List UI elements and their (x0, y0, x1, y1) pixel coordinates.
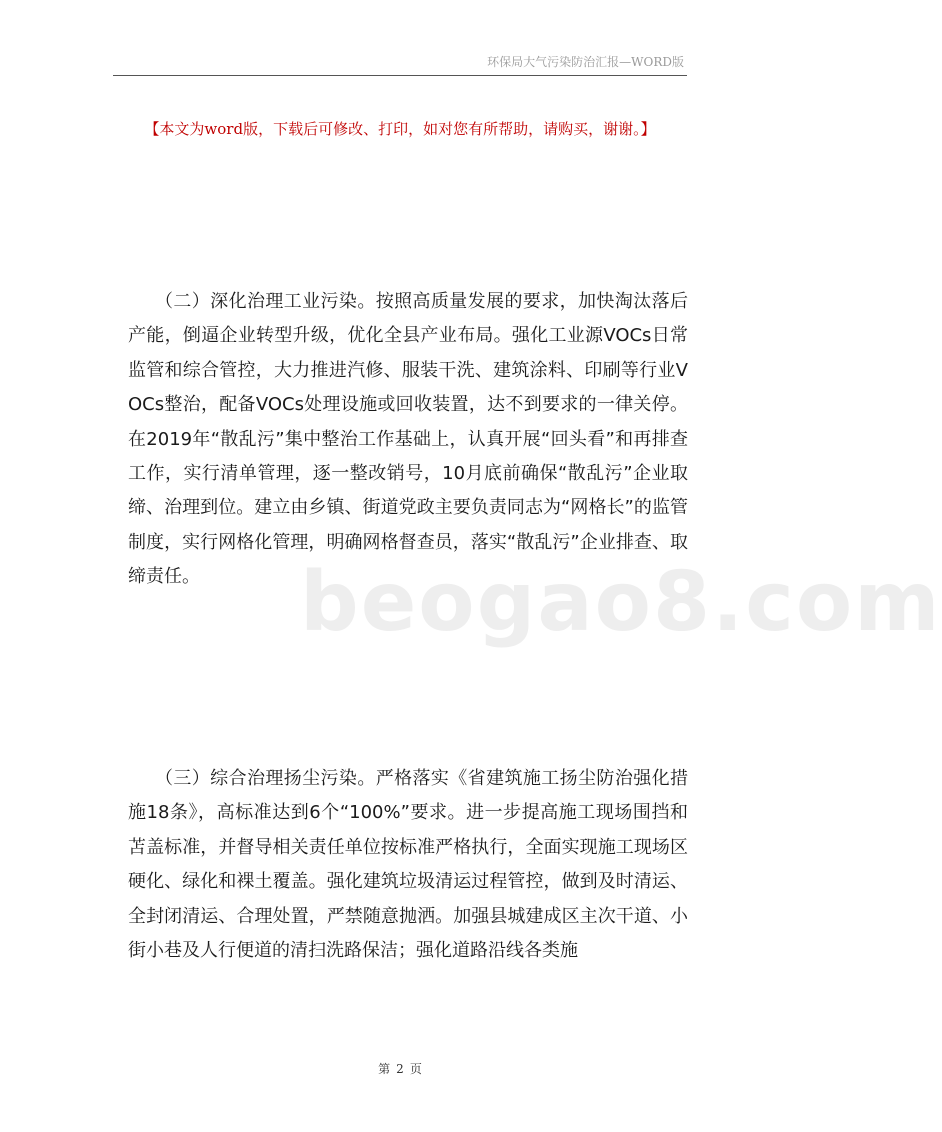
download-notice: 【本文为word版，下载后可修改、打印，如对您有所帮助，请购买，谢谢。】 (144, 120, 656, 138)
page-number-suffix: 页 (409, 1062, 422, 1076)
site-watermark: beogao8.com (300, 555, 942, 650)
page-number-value: 2 (396, 1062, 404, 1076)
body-paragraph-dust-pollution: （三）综合治理扬尘污染。严格落实《省建筑施工扬尘防治强化措施18条》，高标准达到6个“100%”要求。进一步提高施工现场围挡和苫盖标准，并督导相关责任单位按标准严格执行，全面实现施工现场区硬化、绿化和裸土覆盖。强化建筑垃圾清运过程管控，做到及时清运、全封闭清运、合理处置，严禁随意抛洒。加强县城建成区主次干道、小街小巷及人行便道的清扫洗路保洁；强化道路沿线各类施 (128, 768, 688, 962)
document-header-title: 环保局大气污染防治汇报—WORD版 (487, 55, 684, 69)
body-paragraph-industrial-pollution: （二）深化治理工业污染。按照高质量发展的要求，加快淘汰落后产能，倒逼企业转型升级，优化全县产业布局。强化工业源VOCs日常监管和综合管控，大力推进汽修、服装干洗、建筑涂料、印刷等行业VOCs整治，配备VOCs处理设施或回收装置，达不到要求的一律关停。在2019年“散乱污”集中整治工作基础上，认真开展“回头看”和再排查工作，实行清单管理，逐一整改销号，10月底前确保“散乱污”企业取缔、治理到位。建立由乡镇、街道党政主要负责同志为“网格长”的监管制度，实行网格化管理，明确网格督查员，落实“散乱污”企业排查、取缔责任。 (128, 291, 688, 588)
header-divider (113, 75, 687, 76)
page-number (0, 1060, 800, 1077)
page-number-prefix: 第 (378, 1062, 391, 1076)
